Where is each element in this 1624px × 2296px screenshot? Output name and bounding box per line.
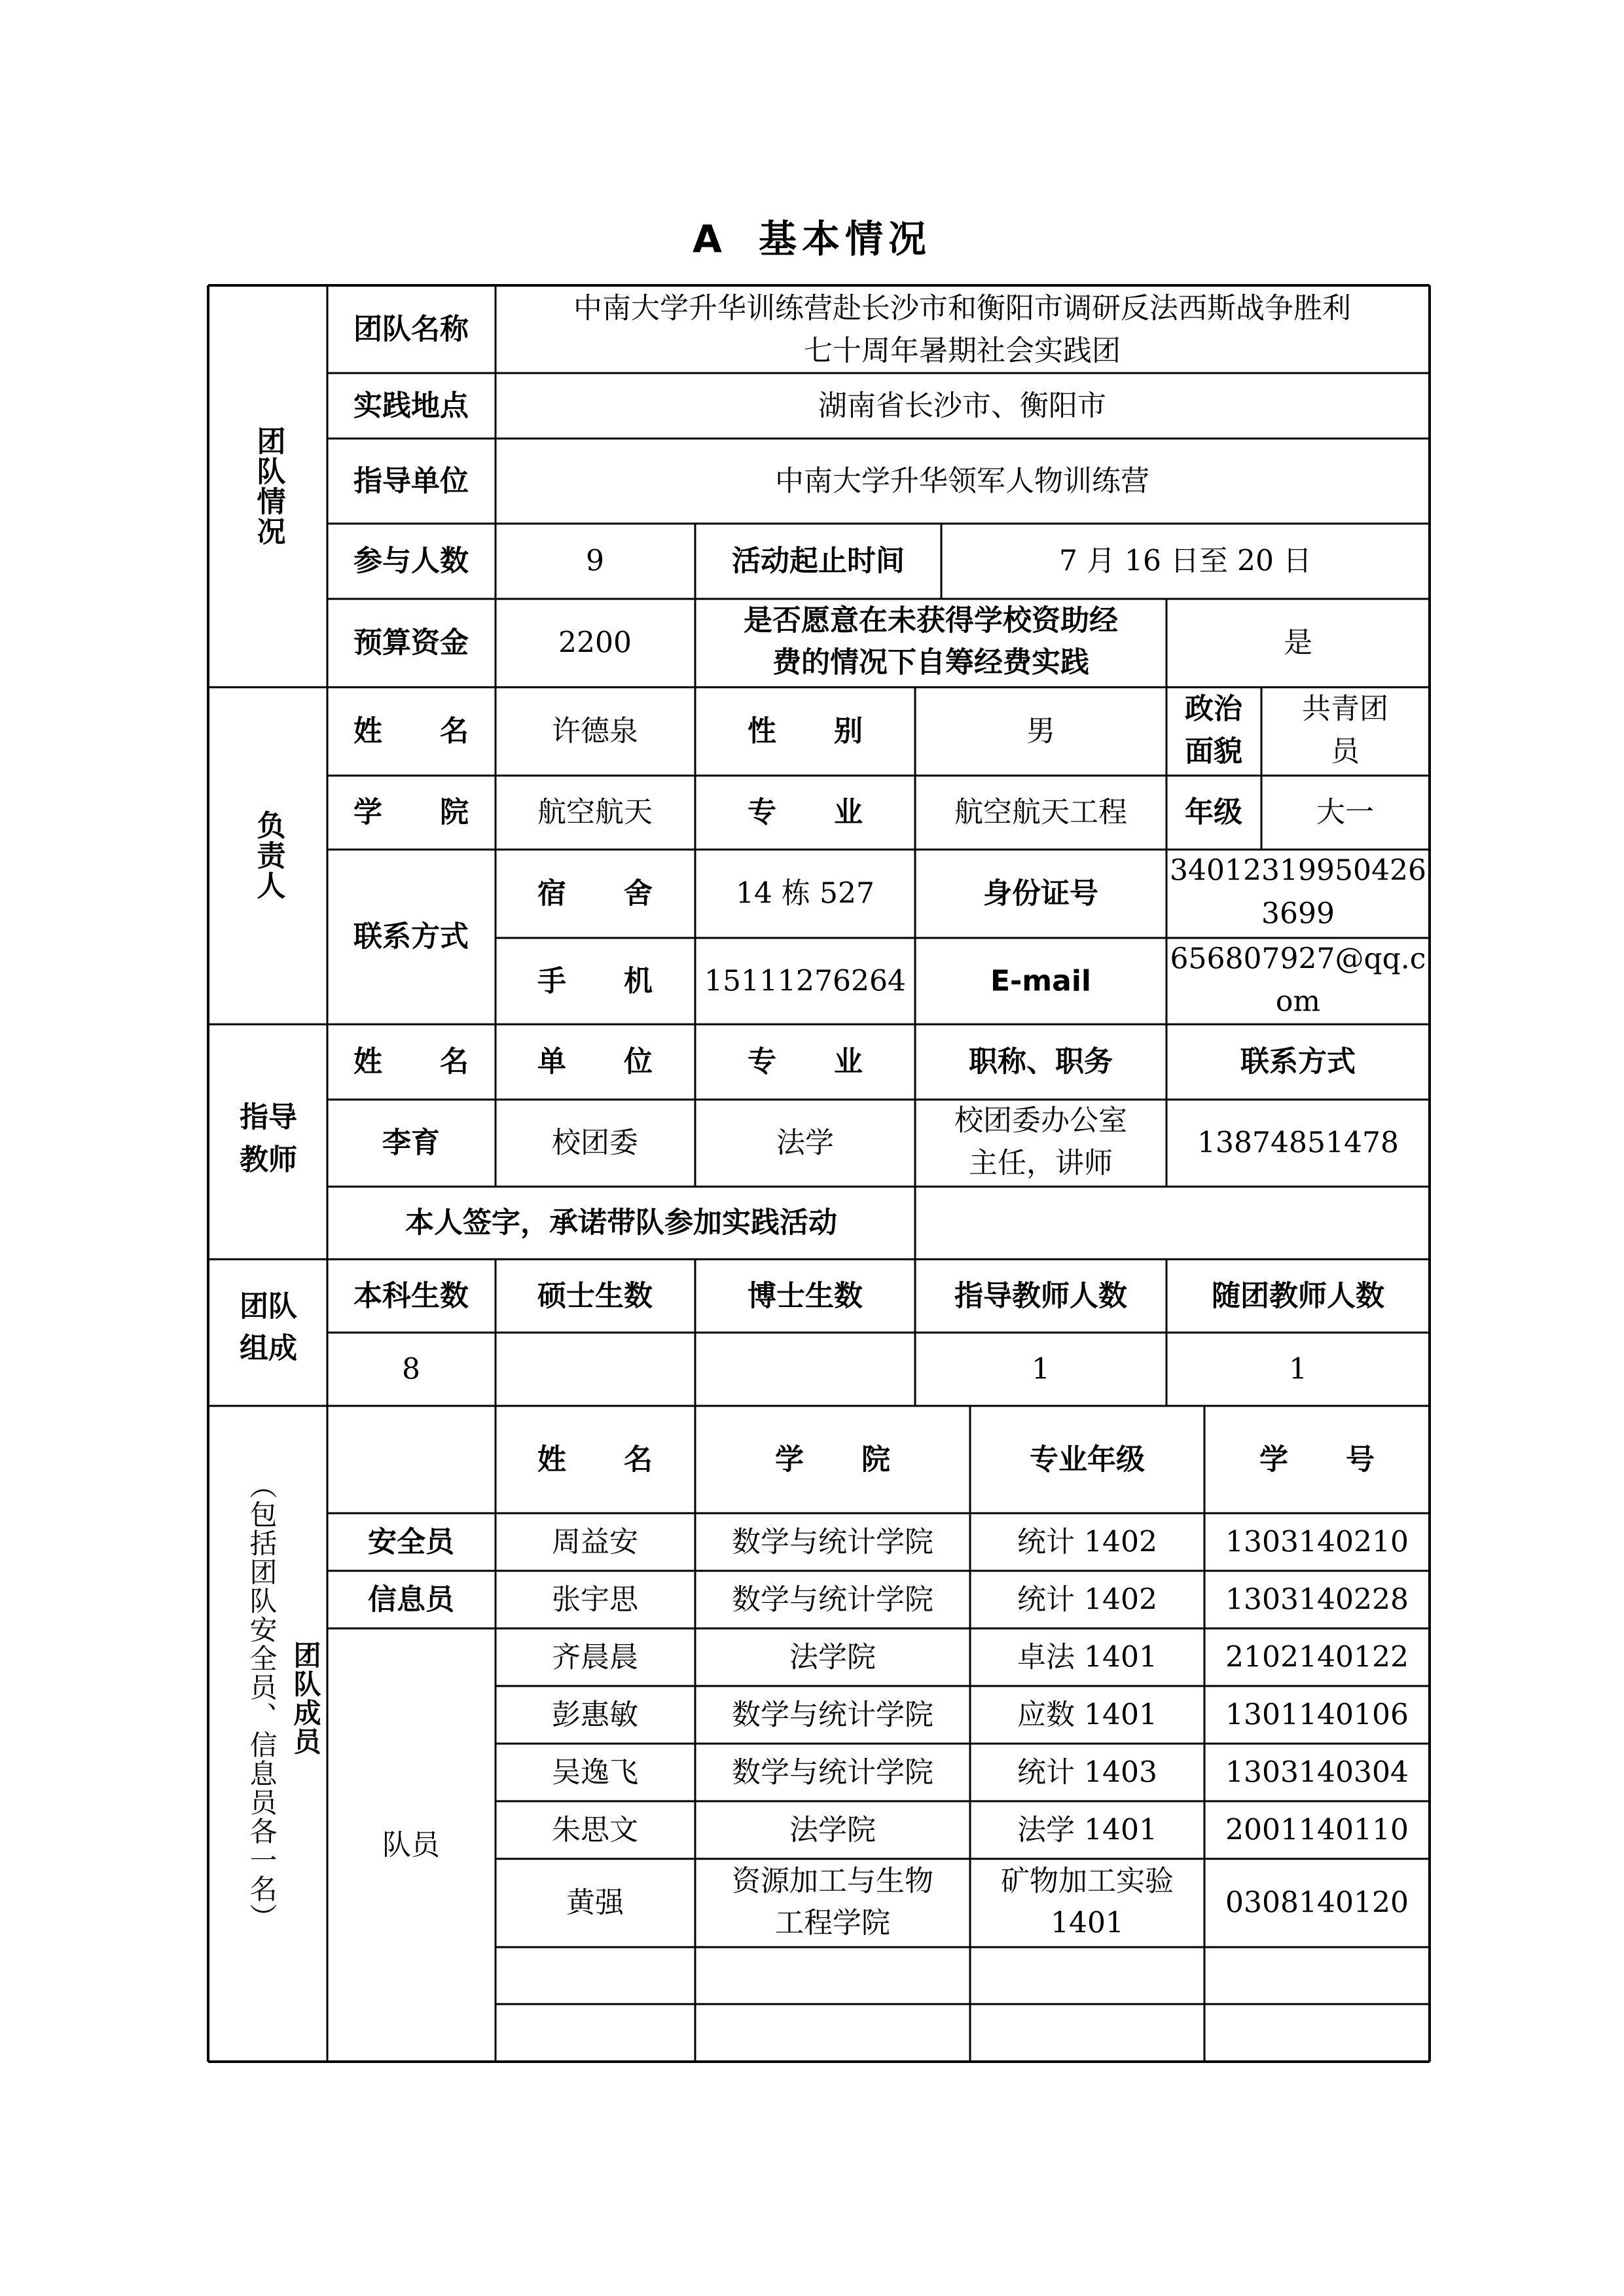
id-number-value-line2: 3699: [1261, 897, 1335, 931]
member-row: [566, 1865, 1409, 1940]
budget-label: 预算资金: [353, 626, 469, 660]
member-student-id: 1301140106: [1225, 1698, 1409, 1732]
team-name-value-line1: 中南大学升华训练营赴长沙市和衡阳市调研反法西斯战争胜利: [573, 291, 1351, 325]
member-college: 数学与统计学院: [732, 1583, 933, 1617]
period-value: 7 月 16 日至 20 日: [1059, 544, 1312, 578]
composition-header-master: 硕士生数: [537, 1279, 653, 1313]
member-student-id: 1303140228: [1225, 1583, 1409, 1617]
team-info-section-label: 团队情况: [251, 426, 285, 547]
member-row: [552, 1814, 1409, 1847]
members-outer-label: （包括团队安全员、信息员各一名）: [245, 1471, 278, 1932]
member-name: 吴逸飞: [552, 1755, 638, 1789]
member-row: [552, 1526, 1409, 1559]
member-major: 卓法 1401: [1017, 1640, 1157, 1674]
political-value-line2: 员: [1331, 734, 1360, 768]
member-major-line1: 矿物加工实验: [1001, 1864, 1174, 1898]
member-name: 彭惠敏: [552, 1698, 638, 1732]
composition-section-label-line1: 团队: [240, 1289, 297, 1323]
leader-college-label: 学 院: [353, 795, 469, 829]
member-student-id: 1303140304: [1225, 1755, 1409, 1789]
location-label: 实践地点: [353, 389, 469, 423]
member-name: 朱思文: [552, 1813, 638, 1847]
location-value: 湖南省长沙市、衡阳市: [818, 389, 1106, 423]
page-title-letter: A: [693, 217, 727, 261]
advisor-header-contact: 联系方式: [1240, 1045, 1356, 1079]
member-college: 法学院: [789, 1813, 876, 1847]
political-value-line1: 共青团: [1302, 692, 1388, 726]
members-inner-label: 团队成员: [289, 1641, 322, 1756]
advisor-header-name: 姓 名: [353, 1045, 469, 1079]
leader-major-label: 专 业: [748, 795, 863, 829]
team-name-label: 团队名称: [353, 312, 469, 346]
composition-accompany-count-value: 1: [1289, 1352, 1307, 1386]
member-student-id: 2001140110: [1225, 1813, 1409, 1847]
member-major: 统计 1402: [1017, 1525, 1157, 1559]
leader-grade-label: 年级: [1185, 795, 1242, 829]
role-safety: 安全员: [368, 1525, 454, 1559]
selffund-label-line2: 费的情况下自筹经费实践: [772, 645, 1089, 679]
leader-name-label: 姓 名: [353, 714, 469, 748]
dorm-label: 宿 舍: [537, 876, 653, 910]
leader-gender-label: 性 别: [748, 714, 863, 748]
member-student-id: 0308140120: [1225, 1886, 1409, 1920]
composition-advisor-count-value: 1: [1032, 1352, 1050, 1386]
member-name: 齐晨晨: [552, 1640, 638, 1674]
member-college: 数学与统计学院: [732, 1525, 933, 1559]
member-major: 统计 1402: [1017, 1583, 1157, 1617]
members-header-major-grade: 专业年级: [1030, 1443, 1145, 1477]
contact-label: 联系方式: [353, 920, 469, 954]
selffund-value: 是: [1284, 626, 1312, 660]
role-member: 队员: [382, 1828, 440, 1862]
member-name: 黄强: [566, 1886, 624, 1920]
composition-header-accompany-count: 随团教师人数: [1212, 1279, 1384, 1313]
email-value-line1: 656807927@qq.c: [1170, 942, 1426, 976]
member-row: [552, 1583, 1409, 1617]
member-college: 数学与统计学院: [732, 1755, 933, 1789]
political-label-line1: 政治: [1185, 692, 1242, 726]
political-label-line2: 面貌: [1185, 734, 1242, 768]
member-college: 法学院: [789, 1640, 876, 1674]
member-major-line2: 1401: [1051, 1906, 1124, 1940]
member-row: [552, 1756, 1409, 1789]
id-number-value-line1: 34012319950426: [1170, 853, 1426, 888]
advisor-section-label-line2: 教师: [240, 1143, 297, 1177]
guide-unit-value: 中南大学升华领军人物训练营: [775, 464, 1149, 498]
advisor-name: 李育: [382, 1126, 440, 1160]
advisor-title-line2: 主任，讲师: [969, 1146, 1113, 1180]
member-student-id: 1303140210: [1225, 1525, 1409, 1559]
advisor-contact: 13874851478: [1197, 1126, 1399, 1160]
page-title-text: 基本情况: [758, 217, 931, 261]
member-name: 周益安: [552, 1525, 638, 1559]
member-major: 统计 1403: [1017, 1755, 1157, 1789]
advisor-header-unit: 单 位: [537, 1045, 653, 1079]
advisor-title-line1: 校团委办公室: [954, 1103, 1127, 1138]
phone-value: 15111276264: [704, 964, 906, 998]
member-college-line2: 工程学院: [775, 1906, 890, 1940]
advisor-header-title: 职称、职务: [969, 1045, 1113, 1079]
composition-section-label-line2: 组成: [240, 1331, 297, 1365]
role-info: 信息员: [368, 1583, 454, 1617]
member-name: 张宇思: [552, 1583, 638, 1617]
leader-gender-value: 男: [1026, 714, 1055, 748]
member-row: [552, 1641, 1409, 1674]
leader-name-value: 许德泉: [552, 714, 638, 748]
advisor-section-label-line1: 指导: [240, 1100, 297, 1134]
advisor-header-major: 专 业: [748, 1045, 863, 1079]
leader-grade-value: 大一: [1316, 795, 1374, 829]
id-number-label: 身份证号: [983, 876, 1098, 910]
signature-label: 本人签字，承诺带队参加实践活动: [405, 1206, 837, 1240]
participants-label: 参与人数: [353, 544, 469, 578]
members-header-name: 姓 名: [537, 1443, 653, 1477]
dorm-value: 14 栋 527: [736, 876, 875, 910]
composition-header-undergrad: 本科生数: [353, 1279, 469, 1313]
team-name-value-line2: 七十周年暑期社会实践团: [804, 334, 1121, 368]
member-major: 法学 1401: [1017, 1813, 1157, 1847]
guide-unit-label: 指导单位: [353, 464, 469, 498]
member-major: 应数 1401: [1017, 1698, 1157, 1732]
member-row: [552, 1698, 1409, 1732]
composition-header-advisor-count: 指导教师人数: [954, 1279, 1127, 1313]
selffund-label-line1: 是否愿意在未获得学校资助经: [744, 603, 1118, 637]
email-value-line2: om: [1275, 984, 1321, 1018]
member-college-line1: 资源加工与生物: [732, 1864, 933, 1898]
advisor-unit: 校团委: [552, 1126, 638, 1160]
members-header-student-id: 学 号: [1259, 1443, 1375, 1477]
composition-undergrad-value: 8: [402, 1352, 420, 1386]
phone-label: 手 机: [537, 964, 653, 998]
member-student-id: 2102140122: [1225, 1640, 1409, 1674]
members-header-college: 学 院: [775, 1443, 890, 1477]
budget-value: 2200: [558, 626, 632, 660]
period-label: 活动起止时间: [732, 544, 905, 578]
email-label: E-mail: [990, 964, 1092, 998]
composition-header-phd: 博士生数: [748, 1279, 863, 1313]
participants-value: 9: [586, 544, 604, 578]
leader-major-value: 航空航天工程: [954, 795, 1127, 829]
advisor-major: 法学: [776, 1126, 834, 1160]
leader-college-value: 航空航天: [537, 795, 653, 829]
leader-section-label: 负责人: [251, 810, 285, 901]
member-college: 数学与统计学院: [732, 1698, 933, 1732]
